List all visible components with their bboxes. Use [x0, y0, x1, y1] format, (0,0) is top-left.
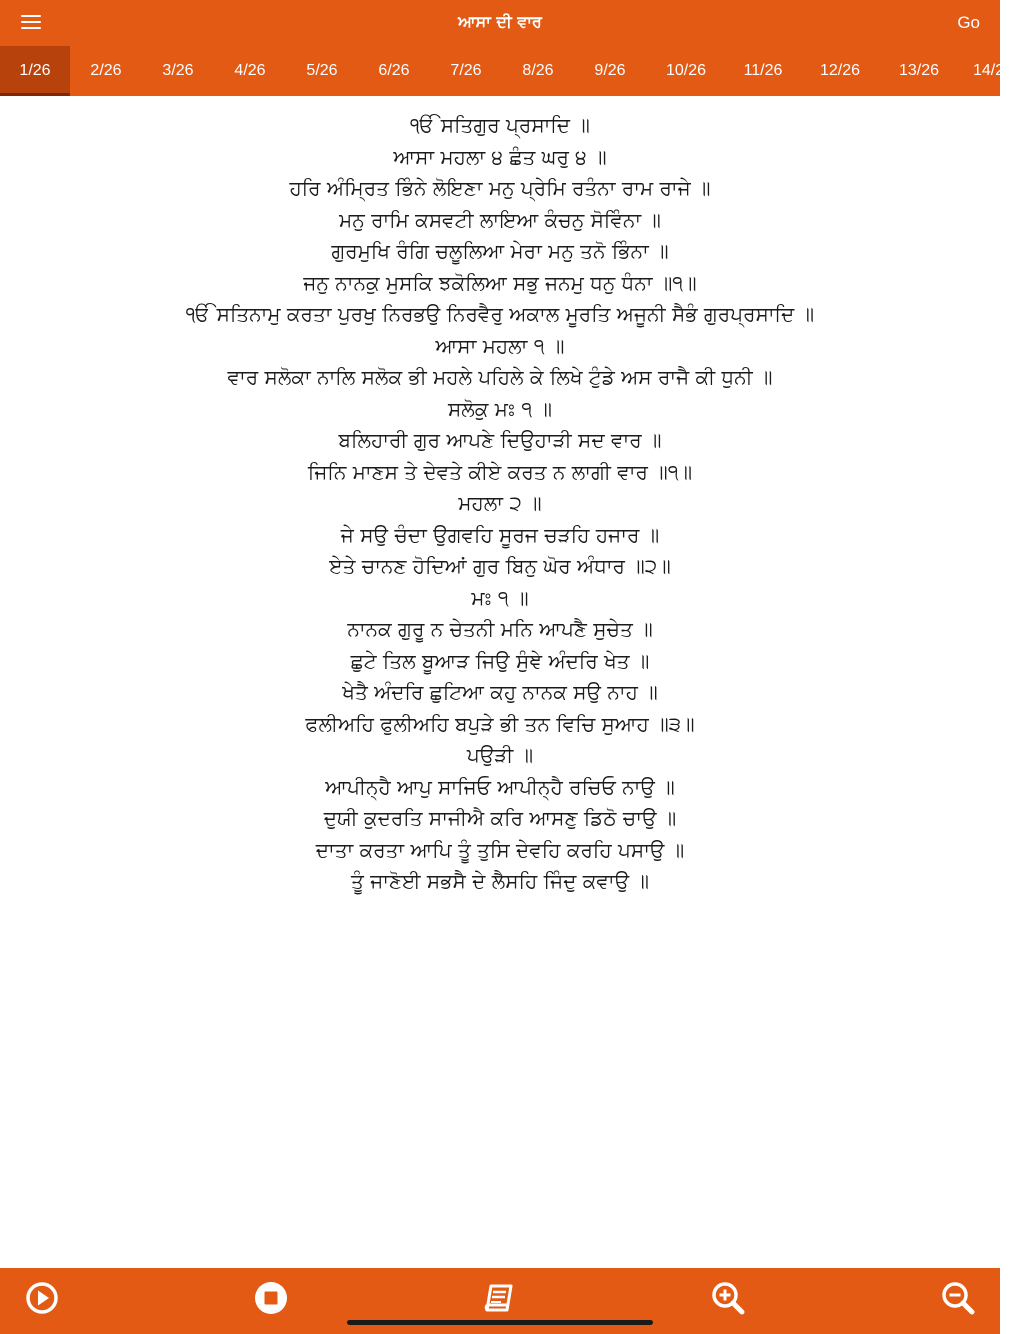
gurbani-line: ਸਲੋਕੁ ਮਃ ੧ ॥	[447, 396, 553, 421]
gurbani-line: ਮਨੁ ਰਾਮਿ ਕਸਵਟੀ ਲਾਇਆ ਕੰਚਨੁ ਸੋਵਿੰਨਾ ॥	[339, 207, 661, 232]
gurbani-line: ਮਃ ੧ ॥	[471, 585, 529, 610]
tab-page-7[interactable]: 7/26	[450, 62, 482, 79]
gurbani-line: ਜੇ ਸਉ ਚੰਦਾ ਉਗਵਹਿ ਸੂਰਜ ਚੜਹਿ ਹਜਾਰ ॥	[340, 522, 660, 547]
gurbani-line: ਫਲੀਅਹਿ ਫੁਲੀਅਹਿ ਬਪੁੜੇ ਭੀ ਤਨ ਵਿਚਿ ਸੁਆਹ ॥੩॥	[305, 711, 695, 736]
gurbani-line: ਏਤੇ ਚਾਨਣ ਹੋਦਿਆਂ ਗੁਰ ਬਿਨੁ ਘੋਰ ਅੰਧਾਰ ॥੨॥	[329, 554, 671, 578]
tab-page-8[interactable]: 8/26	[522, 62, 554, 79]
gurbani-line: ਆਸਾ ਮਹਲਾ ੧ ॥	[435, 333, 565, 358]
play-circle-icon	[22, 1278, 62, 1318]
zoom-in-button[interactable]	[708, 1278, 748, 1318]
gurbani-line: ਛੁਟੇ ਤਿਲ ਬੂਆੜ ਜਿਉ ਸੁੰਞੇ ਅੰਦਰਿ ਖੇਤ ॥	[350, 648, 650, 673]
book-button[interactable]	[479, 1278, 519, 1318]
gurbani-line: ਹਰਿ ਅੰਮ੍ਰਿਤ ਭਿੰਨੇ ਲੋਇਣਾ ਮਨੁ ਪ੍ਰੇਮਿ ਰਤੰਨਾ ਰਾਮ ਰਾਜੇ ॥	[289, 176, 711, 200]
tab-page-4[interactable]: 4/26	[234, 62, 266, 79]
gurbani-line: ਤੂੰ ਜਾਣੋਈ ਸਭਸੈ ਦੇ ਲੈਸਹਿ ਜਿੰਦੁ ਕਵਾਉ ॥	[351, 869, 649, 893]
stop-circle-icon	[251, 1278, 291, 1318]
book-icon	[479, 1278, 519, 1318]
zoom-out-icon	[938, 1278, 978, 1318]
go-button[interactable]: Go	[957, 13, 980, 32]
tab-page-5[interactable]: 5/26	[306, 62, 338, 79]
tab-page-10[interactable]: 10/26	[665, 62, 707, 79]
zoom-out-button[interactable]	[938, 1278, 978, 1318]
tab-page-6[interactable]: 6/26	[378, 62, 410, 79]
gurbani-line: ਆਸਾ ਮਹਲਾ ੪ ਛੰਤ ਘਰੁ ੪ ॥	[393, 144, 607, 169]
gurbani-line: ਮਹਲਾ ੨ ॥	[458, 491, 542, 515]
gurbani-line: ਪਉੜੀ ॥	[466, 743, 534, 767]
gurbani-line: ੴ ਸਤਿਗੁਰ ਪ੍ਰਸਾਦਿ ॥	[410, 113, 590, 137]
gurbani-line: ਜਿਨਿ ਮਾਣਸ ਤੇ ਦੇਵਤੇ ਕੀਏ ਕਰਤ ਨ ਲਾਗੀ ਵਾਰ ॥੧॥	[307, 459, 693, 484]
tab-page-13[interactable]: 13/26	[898, 62, 940, 79]
top-bar	[0, 0, 1000, 46]
gurbani-line: ੴ ਸਤਿਨਾਮੁ ਕਰਤਾ ਪੁਰਖੁ ਨਿਰਭਉ ਨਿਰਵੈਰੁ ਅਕਾਲ ਮੂਰਤਿ ਅਜੂਨੀ ਸੈਭੰ ਗੁਰਪ੍ਰਸਾਦਿ ॥	[185, 302, 815, 326]
tab-page-3[interactable]: 3/26	[162, 62, 194, 79]
gurbani-line: ਬਲਿਹਾਰੀ ਗੁਰ ਆਪਣੇ ਦਿਉਹਾੜੀ ਸਦ ਵਾਰ ॥	[338, 428, 662, 452]
gurbani-line: ਜਨੁ ਨਾਨਕੁ ਮੁਸਕਿ ਝਕੋਲਿਆ ਸਭੁ ਜਨਮੁ ਧਨੁ ਧੰਨਾ ॥੧॥	[303, 270, 697, 295]
gurbani-line: ਖੇਤੈ ਅੰਦਰਿ ਛੁਟਿਆ ਕਹੁ ਨਾਨਕ ਸਉ ਨਾਹ ॥	[342, 680, 658, 704]
stop-button[interactable]	[251, 1278, 291, 1318]
page-tabs	[0, 46, 1028, 96]
gurbani-line: ਨਾਨਕ ਗੁਰੂ ਨ ਚੇਤਨੀ ਮਨਿ ਆਪਣੈ ਸੁਚੇਤ ॥	[347, 617, 653, 641]
gurbani-line: ਦੁਯੀ ਕੁਦਰਤਿ ਸਾਜੀਐ ਕਰਿ ਆਸਣੁ ਡਿਠੋ ਚਾਉ ॥	[323, 806, 677, 830]
tab-page-1[interactable]: 1/26	[0, 46, 70, 96]
tab-page-11[interactable]: 11/26	[743, 62, 783, 79]
gurbani-line: ਗੁਰਮੁਖਿ ਰੰਗਿ ਚਲੂਲਿਆ ਮੇਰਾ ਮਨੁ ਤਨੋ ਭਿੰਨਾ ॥	[331, 239, 669, 263]
page-tab-bar[interactable]	[0, 46, 1014, 96]
gurbani-line: ਆਪੀਨ੍ਹੈ ਆਪੁ ਸਾਜਿਓ ਆਪੀਨ੍ਹੈ ਰਚਿਓ ਨਾਉ ॥	[325, 774, 675, 799]
tab-page-14[interactable]: 14/26	[972, 62, 1014, 79]
page-title: ਆਸਾ ਦੀ ਵਾਰ	[458, 12, 542, 31]
play-button[interactable]	[22, 1278, 62, 1318]
tab-page-2[interactable]: 2/26	[90, 62, 122, 79]
tab-page-9[interactable]: 9/26	[594, 62, 626, 79]
hamburger-menu-icon[interactable]	[21, 14, 41, 30]
gurbani-text	[0, 110, 1000, 898]
tab-page-12[interactable]: 12/26	[819, 62, 861, 79]
gurbani-line: ਵਾਰ ਸਲੋਕਾ ਨਾਲਿ ਸਲੋਕ ਭੀ ਮਹਲੇ ਪਹਿਲੇ ਕੇ ਲਿਖੇ ਟੁੰਡੇ ਅਸ ਰਾਜੈ ਕੀ ਧੁਨੀ ॥	[227, 365, 773, 389]
zoom-in-icon	[708, 1278, 748, 1318]
home-indicator	[347, 1320, 653, 1325]
gurbani-line: ਦਾਤਾ ਕਰਤਾ ਆਪਿ ਤੂੰ ਤੁਸਿ ਦੇਵਹਿ ਕਰਹਿ ਪਸਾਉ ॥	[315, 837, 685, 862]
